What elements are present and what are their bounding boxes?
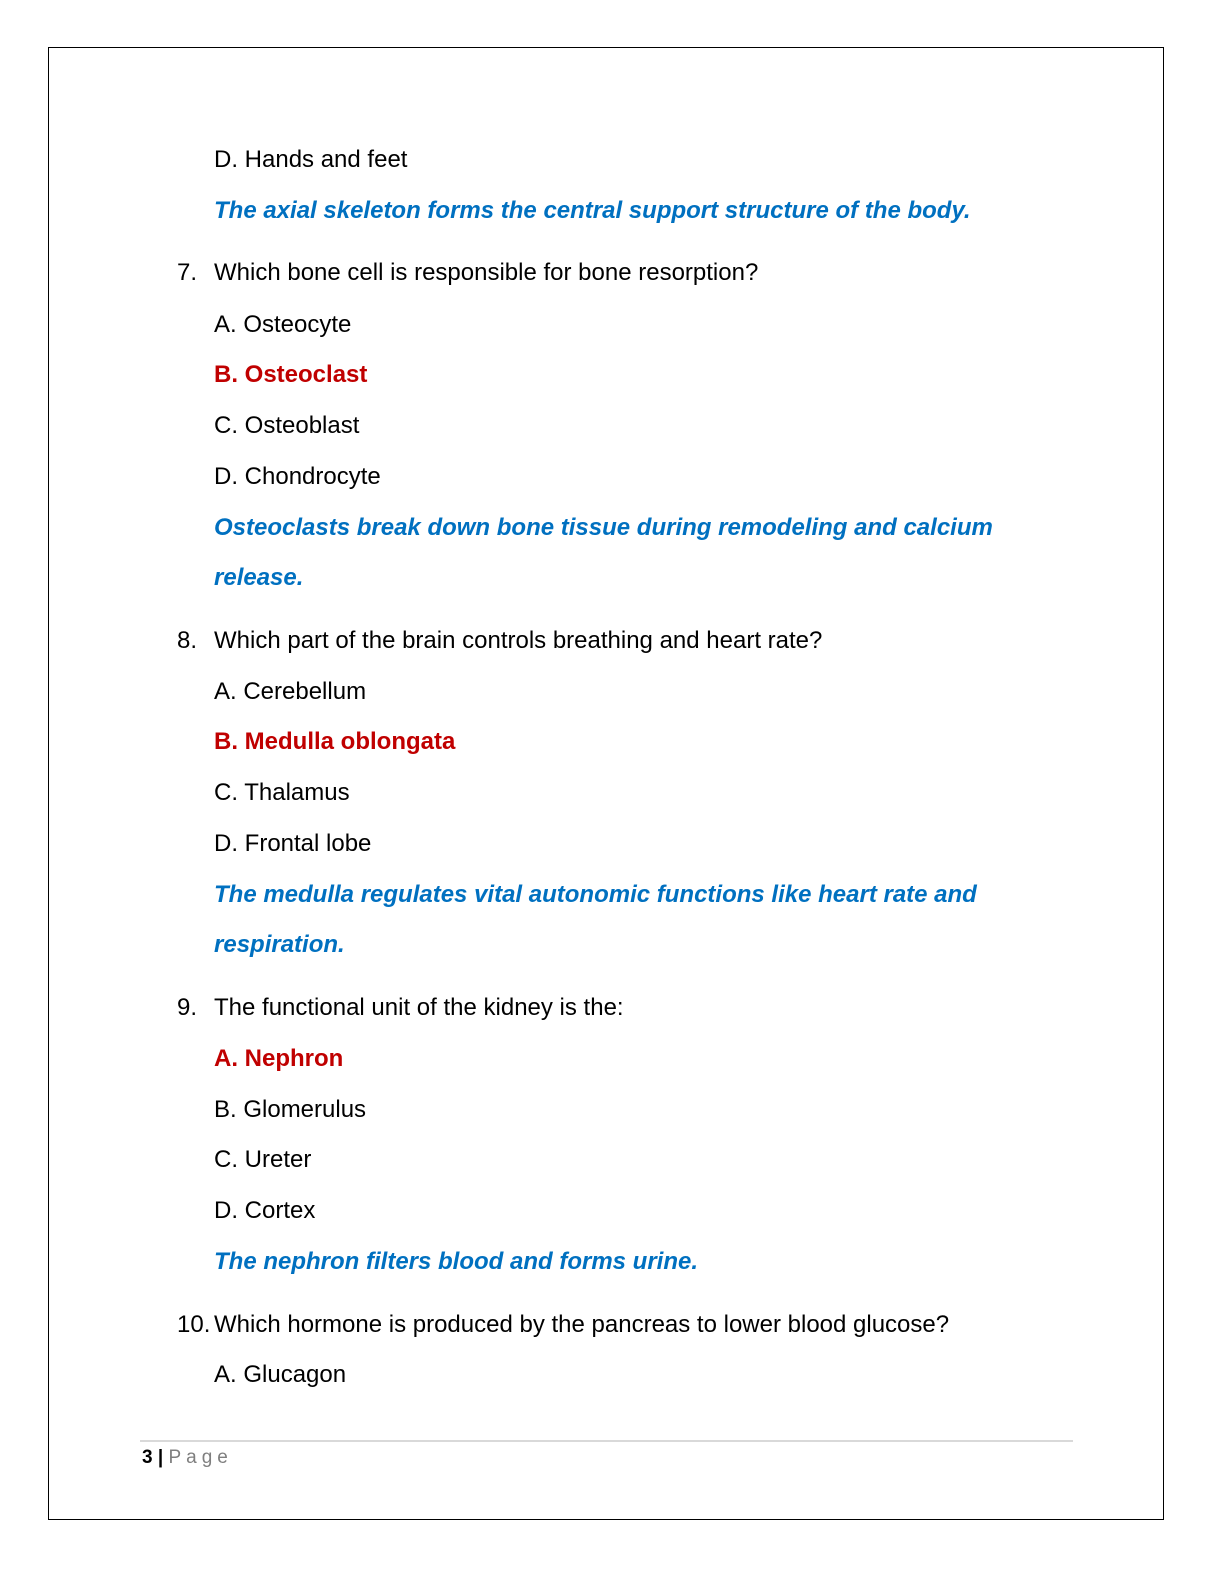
option: C. Thalamus <box>214 779 350 806</box>
option: D. Frontal lobe <box>214 830 372 857</box>
question-number: 7. <box>177 259 198 286</box>
footer-separator: | <box>157 1447 164 1468</box>
option: C. Osteoblast <box>214 412 360 439</box>
explanation: The medulla regulates vital autonomic functions like heart rate and <box>214 881 977 908</box>
option: D. Chondrocyte <box>214 463 381 490</box>
option: C. Ureter <box>214 1146 312 1173</box>
explanation: respiration. <box>214 931 345 958</box>
explanation: The nephron filters blood and forms urine. <box>214 1248 699 1275</box>
explanation: Osteoclasts break down bone tissue during remodeling and calcium <box>214 514 993 541</box>
page-label: Page <box>168 1447 233 1468</box>
option: A. Osteocyte <box>214 311 352 338</box>
option: B. Glomerulus <box>214 1096 367 1123</box>
question-number: 8. <box>177 627 198 654</box>
question-text: The functional unit of the kidney is the: <box>214 994 624 1021</box>
question-text: Which bone cell is responsible for bone resorption? <box>214 259 759 286</box>
option: A. Cerebellum <box>214 678 367 705</box>
option: D. Hands and feet <box>214 146 408 173</box>
explanation: release. <box>214 564 304 591</box>
question-text: Which hormone is produced by the pancreas to lower blood glucose? <box>214 1311 950 1338</box>
question-number: 10. <box>177 1311 211 1338</box>
page-number: 3 <box>142 1447 153 1468</box>
question-number: 9. <box>177 994 198 1021</box>
footer-rule <box>140 1440 1073 1442</box>
option: A. Glucagon <box>214 1361 347 1388</box>
explanation: The axial skeleton forms the central support structure of the body. <box>214 197 971 224</box>
correct-option: B. Medulla oblongata <box>214 728 456 755</box>
correct-option: A. Nephron <box>214 1045 344 1072</box>
correct-option: B. Osteoclast <box>214 361 368 388</box>
page-footer <box>142 1446 233 1470</box>
option: D. Cortex <box>214 1197 316 1224</box>
question-text: Which part of the brain controls breathing and heart rate? <box>214 627 823 654</box>
